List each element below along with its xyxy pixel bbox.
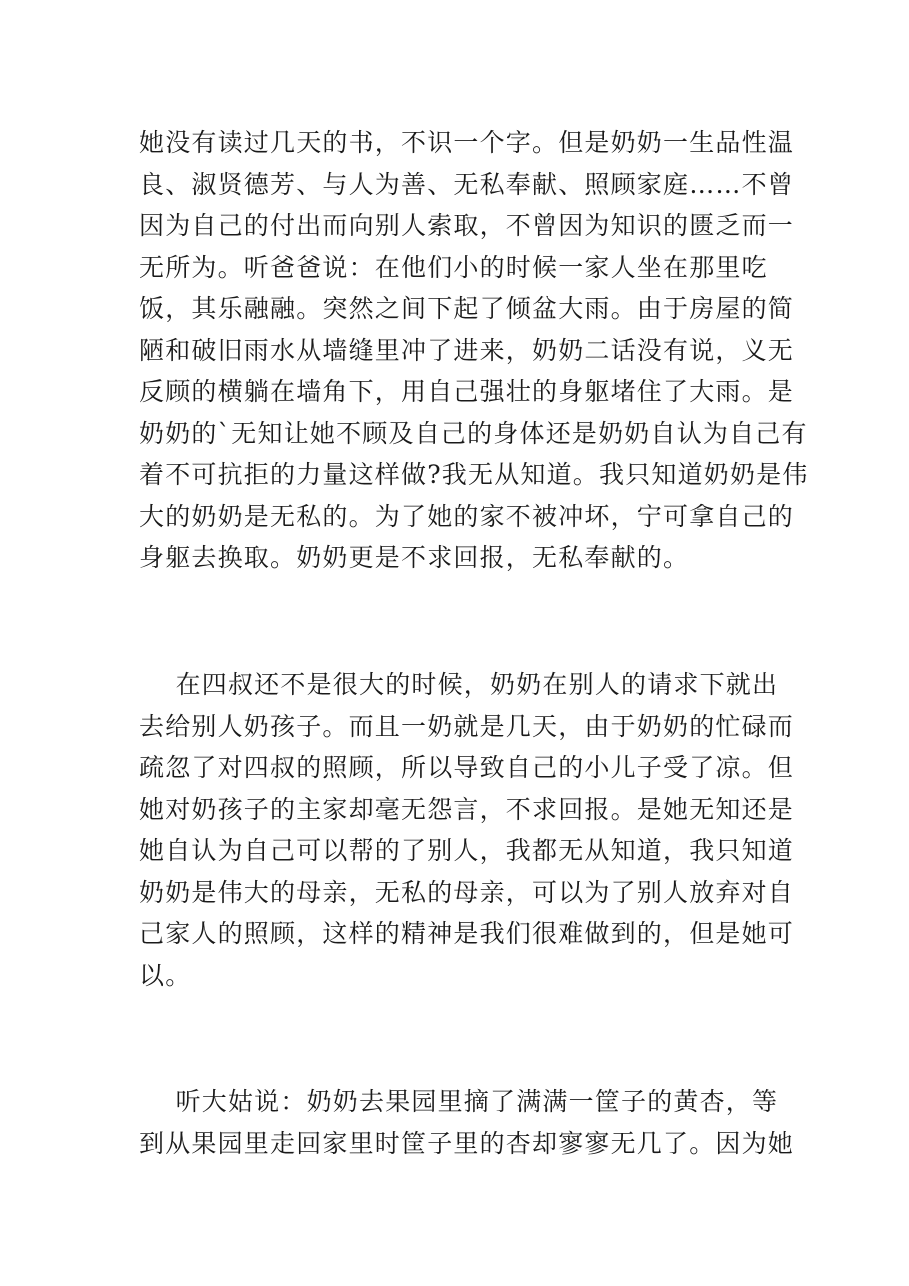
paragraph-line: 身躯去换取。奶奶更是不求回报，无私奉献的。 [139,543,690,572]
paragraph-line: 良、淑贤德芳、与人为善、无私奉献、照顾家庭……不曾 [139,169,795,199]
paragraph-line: 奶奶是伟大的母亲，无私的母亲，可以为了别人放弃对自 [139,877,795,907]
paragraph-line: 疏忽了对四叔的照顾，所以导致自己的小儿子受了凉。但 [139,753,795,782]
paragraph-line: 去给别人奶孩子。而且一奶就是几天，由于奶奶的忙碌而 [139,711,795,741]
paragraph-line: 她没有读过几天的书，不识一个字。但是奶奶一生品性温 [139,128,795,157]
paragraph-line: 到从果园里走回家里时筐子里的杏却寥寥无几了。因为她 [139,1128,795,1158]
paragraph-2 [139,664,795,996]
paragraph-line: 在四叔还不是很大的时候，奶奶在别人的请求下就出 [139,670,779,699]
paragraph-line: 听大姑说：奶奶去果园里摘了满满一筐子的黄杏，等 [139,1087,779,1116]
paragraph-line: 饭，其乐融融。突然之间下起了倾盆大雨。由于房屋的简 [139,294,795,323]
paragraph-line: 无所为。听爸爸说：在他们小的时候一家人坐在那里吃 [139,252,768,282]
paragraph-line: 陋和破旧雨水从墙缝里冲了进来，奶奶二话没有说，义无 [139,335,795,365]
paragraph-line: 己家人的照顾，这样的精神是我们很难做到的，但是她可 [139,919,795,948]
paragraph-line: 着不可抗拒的力量这样做?我无从知道。我只知道奶奶是伟 [139,460,809,489]
paragraph-line: 大的奶奶是无私的。为了她的家不被冲坏，宁可拿自己的 [139,501,795,531]
paragraph-line: 她对奶孩子的主家却毫无怨言，不求回报。是她无知还是 [139,794,795,824]
paragraph-3 [139,1081,795,1164]
paragraph-line: 她自认为自己可以帮的了别人，我都无从知道，我只知道 [139,836,795,865]
paragraph-line: 因为自己的付出而向别人索取，不曾因为知识的匮乏而一 [139,211,795,240]
paragraph-1 [139,122,809,579]
paragraph-line: 反顾的横躺在墙角下，用自己强壮的身躯堵住了大雨。是 [139,377,795,406]
paragraph-line: 奶奶的`无知让她不顾及自己的身体还是奶奶自认为自己有 [139,418,808,448]
paragraph-line: 以。 [139,960,192,990]
